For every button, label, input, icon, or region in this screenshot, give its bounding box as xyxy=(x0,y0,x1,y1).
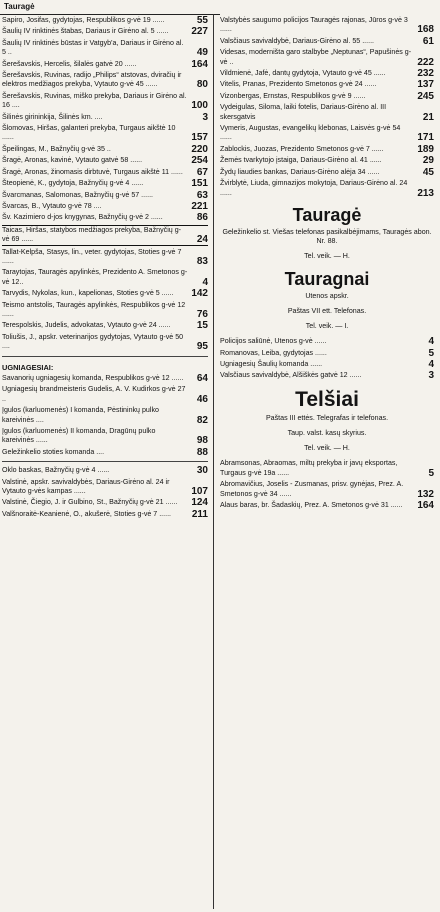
entry-text: Oklo baskas, Bažnyčių g-vė 4 ...... xyxy=(2,466,110,475)
entry-text: Šerešavskis, Ruvinas, radijo „Philips“ atstovas, dviračių ir elektros medžiagos prekyba, Vytauto g-vė 45 ...... xyxy=(2,71,182,89)
entry-text: Šaulių IV rinktinės būstas ir Vatgyb'a, Dariaus ir Girėno al. 5 .. xyxy=(2,38,184,57)
entry-text: Videsas, moderništa garo stalbybe „Neptunas“, Papušinės g-vė .. xyxy=(220,48,412,66)
entry-text: Taraytojas, Tauragės apylinkės, Prezidento A. Smetonos g-vė 12.. xyxy=(2,268,188,286)
entry-text: Toliušis, J., apskr. veterinarijos gydytojas, Vytauto g-vė 50 .... xyxy=(2,332,184,351)
entry-number: 64 xyxy=(196,373,208,384)
city-info-line: Tel. veik. — H. xyxy=(304,252,350,261)
entry-number: 88 xyxy=(196,446,208,458)
header-rule xyxy=(0,14,220,15)
entry-text: Šteopienė, K., gydytoja, Bažnyčių g-vė 4 ...... xyxy=(2,179,144,188)
entry-text: Šlomovas, Hiršas, galanteri prekyba, Turgaus aikštė 10 ...... xyxy=(2,124,176,142)
directory-entry xyxy=(220,80,434,89)
directory-entry xyxy=(220,92,434,101)
entry-text: Savanorių ugniagesių komanda, Respublikos g-vė 12 ...... xyxy=(2,374,184,382)
city-info-line: Tel. veik. — I. xyxy=(305,321,349,330)
directory-entry xyxy=(2,498,208,507)
entry-text: Šaulių IV rinktinės štabas, Dariaus ir Girėno al. 5 ...... xyxy=(2,27,169,36)
directory-entry xyxy=(220,459,434,478)
entry-text: Tarvydis, Nykolas, kun., kapelionas, Stoties g-vė 5 ...... xyxy=(2,289,174,298)
directory-entry xyxy=(220,156,434,165)
entry-text: Tallat-Kelpša, Stasys, lin., veter. gydytojas, Stoties g-vė 7 ...... xyxy=(2,247,182,265)
entry-text: Vydeigulas, Siloma, laiki fotelis, Dariaus-Girėno al. III skersgatvis xyxy=(220,103,387,121)
entry-text: Šilinės girininkija, Šilinės km. .... xyxy=(2,112,103,121)
entry-number: 3 xyxy=(202,111,208,123)
entry-number: 61 xyxy=(422,35,434,47)
directory-entry xyxy=(2,16,208,25)
directory-entry xyxy=(220,69,434,78)
entry-number: 220 xyxy=(191,143,208,155)
entry-text: Valsčiaus savivaldybė, Alšiškės gatvė 12 ...... xyxy=(220,371,362,380)
entry-number: 164 xyxy=(191,58,208,70)
directory-entry xyxy=(2,113,208,122)
directory-entry xyxy=(2,27,208,36)
entry-number: 76 xyxy=(196,308,208,320)
entry-text: Šerešavskis, Hercelis, šilalės gatvė 20 ...... xyxy=(2,59,137,68)
city-info-line: Geležinkelio st. Viešas telefonas pasikalbėjimams, Tauragės abon. Nr. 88. xyxy=(222,227,432,246)
directory-entry xyxy=(2,191,208,200)
section-rule xyxy=(2,356,208,357)
entry-text: Valšnoraitė-Keanienė, O., akušerė, Stoties g-vė 7 ...... xyxy=(2,509,172,518)
city-info-line: Paštas III ettės. Telegrafas ir telefonas. xyxy=(265,413,389,422)
section-rule xyxy=(2,461,208,462)
directory-entry xyxy=(2,448,208,457)
entry-text: Įgulos (karluomenės) I komanda, Pėstininkų pulko kareivinės .... xyxy=(2,406,159,424)
directory-entry xyxy=(2,145,208,154)
directory-entry xyxy=(2,466,208,475)
directory-entry xyxy=(220,103,434,122)
entry-text: Švarcas, B., Vytauto g-vė 78 .... xyxy=(2,201,102,210)
entry-number: 142 xyxy=(191,288,208,300)
entry-text: Špeilingas, M., Bažnyčių g-vė 35 .. xyxy=(2,144,111,153)
entry-text: Valsčiaus savivaldybė, Dariaus-Girėno al. 55 ...... xyxy=(220,36,375,45)
entry-number: 95 xyxy=(196,341,208,353)
entry-number: 189 xyxy=(417,143,434,155)
directory-entry xyxy=(220,179,434,198)
entry-text: Alaus baras, br. Šadaskių, Prez. A. Smetonos g-vė 31 ...... xyxy=(220,500,403,509)
entry-number: 137 xyxy=(417,79,434,91)
entry-text: Geležinkelio stoties komanda .... xyxy=(2,447,105,456)
city-info-line: Tel. veik. — H. xyxy=(304,444,350,453)
entry-number: 24 xyxy=(196,234,208,246)
entry-number: 67 xyxy=(196,166,208,178)
directory-entry xyxy=(2,168,208,177)
entry-number: 211 xyxy=(191,508,208,520)
directory-entry xyxy=(2,202,208,211)
column-divider xyxy=(213,14,214,909)
entry-text: Šragė, Aronas, žinomasis dirbtuvė, Turgaus aikštė 11 ...... xyxy=(2,167,183,176)
directory-entry xyxy=(2,39,208,58)
entry-text: Abramsonas, Abraomas, miltų prekyba ir javų eksportas, Turgaus g-vė 19a ...... xyxy=(220,459,398,477)
entry-text: Ugniagesių Šaulių komanda ...... xyxy=(220,359,323,368)
entry-text: Vymeris, Augustas, evangelikų klebonas, Laisvės g-vė 54 ...... xyxy=(220,124,401,142)
entry-text: Žvirblytė, Liuda, gimnazijos mokytoja, Dariaus-Girėno al. 24 ...... xyxy=(220,179,408,197)
directory-entry xyxy=(2,179,208,188)
entry-text: Šv. Kazimiero d-jos knygynas, Bažnyčių g-vė 2 ...... xyxy=(2,213,163,222)
entry-number: 30 xyxy=(196,465,208,477)
directory-entry xyxy=(220,337,434,346)
entry-text: Valstinė, Čiegio, J. ir Gulbino, St., Bažnyčių g-vė 21 ...... xyxy=(2,498,178,507)
directory-entry xyxy=(2,427,208,446)
entry-number: 29 xyxy=(422,155,434,167)
entry-number: 222 xyxy=(417,56,434,68)
directory-entry xyxy=(220,371,434,380)
running-header: Tauragė xyxy=(4,2,35,11)
entry-text: Taicas, Hiršas, statybos medžiagos prekyba, Bažnyčių g-vė 69 ...... xyxy=(2,225,181,244)
entry-number: 46 xyxy=(196,393,208,405)
left-column xyxy=(2,16,208,521)
entry-number: 100 xyxy=(191,100,208,112)
entry-number: 80 xyxy=(196,79,208,91)
directory-entry xyxy=(220,168,434,177)
entry-text: Policijos saliūnė, Utenos g-vė ...... xyxy=(220,337,327,346)
directory-entry xyxy=(2,124,208,143)
directory-entry xyxy=(2,156,208,165)
entry-number: 245 xyxy=(417,90,434,102)
entry-number: 124 xyxy=(191,497,208,509)
entry-text: Vildmienė, Jafė, dantų gydytoja, Vytauto g-vė 45 ...... xyxy=(220,69,386,78)
city-info-line: Utenos apskr. xyxy=(305,291,349,300)
entry-number: 254 xyxy=(191,155,208,167)
directory-entry xyxy=(2,289,208,298)
entry-number: 49 xyxy=(196,47,208,59)
directory-entry xyxy=(2,213,208,222)
directory-entry xyxy=(2,478,208,497)
entry-text: Švarcmanas, Salomonas, Bažnyčių g-vė 57 ...... xyxy=(2,190,154,199)
entry-text: Abromavičius, Joselis - Zusmanas, prisv. gynėjas, Prez. A. Smetonos g-vė 34 ...... xyxy=(220,480,404,498)
entry-number: 83 xyxy=(196,255,208,267)
entry-number: 221 xyxy=(191,200,208,212)
city-heading-taurage: Tauragė xyxy=(292,204,362,225)
directory-entry xyxy=(2,268,208,287)
entry-number: 151 xyxy=(191,178,208,190)
entry-number: 213 xyxy=(417,187,434,199)
entry-number: 98 xyxy=(196,435,208,447)
directory-entry xyxy=(2,510,208,519)
directory-entry xyxy=(2,225,208,246)
directory-entry xyxy=(2,385,208,404)
entry-number: 3 xyxy=(428,370,434,382)
directory-entry xyxy=(220,480,434,499)
directory-entry xyxy=(220,48,434,67)
entry-text: Žydų liaudies bankas, Dariaus-Girėno alėja 34 ...... xyxy=(220,167,380,176)
right-column xyxy=(220,16,434,512)
directory-entry xyxy=(2,406,208,425)
city-info-line: Taup. valst. kasų skyrius. xyxy=(287,428,367,437)
directory-entry xyxy=(220,16,434,35)
directory-entry xyxy=(2,92,208,111)
directory-entry xyxy=(2,248,208,267)
entry-text: Teismo antstolis, Tauragės apylinkės, Respublikos g-vė 12 ...... xyxy=(2,300,186,318)
entry-number: 55 xyxy=(196,15,208,26)
directory-entry xyxy=(220,145,434,154)
city-heading-tauragnai: Tauragnai xyxy=(284,268,370,289)
entry-number: 5 xyxy=(428,467,434,479)
entry-text: Šerešavskis, Ruvinas, miško prekyba, Dariaus ir Girėno al. 16 .... xyxy=(2,91,187,110)
entry-number: 63 xyxy=(196,189,208,201)
entry-text: Valstybės saugumo policijos Tauragės rajonas, Jūros g-vė 3 ...... xyxy=(220,16,408,34)
entry-number: 82 xyxy=(196,414,208,426)
entry-number: 4 xyxy=(202,276,208,288)
directory-entry xyxy=(2,333,208,352)
entry-number: 5 xyxy=(428,347,434,359)
entry-number: 15 xyxy=(196,320,208,332)
directory-entry xyxy=(2,301,208,320)
entry-number: 232 xyxy=(417,68,434,80)
entry-number: 168 xyxy=(417,24,434,36)
entry-number: 45 xyxy=(422,166,434,178)
entry-number: 4 xyxy=(428,358,434,370)
entry-text: Valstinė, apskr. savivaldybės, Dariaus-Girėno al. 24 ir Vytauto g-vės kampas ...... xyxy=(2,477,170,496)
directory-entry xyxy=(220,501,434,510)
section-title: UGNIAGESIAI: xyxy=(2,362,54,372)
directory-entry xyxy=(2,60,208,69)
entry-number: 86 xyxy=(196,212,208,224)
entry-number: 107 xyxy=(191,486,208,498)
entry-text: Ugniagesių brandmeisteris Gudelis, A. V. Kudirkos g-vė 27 .. xyxy=(2,385,186,403)
entry-text: Vitelis, Pranas, Prezidento Smetonos g-vė 24 ...... xyxy=(220,80,377,89)
entry-number: 171 xyxy=(417,132,434,144)
directory-entry xyxy=(220,349,434,358)
entry-text: Romanovas, Leiba, gydytojas ...... xyxy=(220,348,327,357)
entry-number: 227 xyxy=(191,26,208,38)
entry-number: 21 xyxy=(422,111,434,123)
entry-number: 164 xyxy=(417,499,434,511)
entry-number: 4 xyxy=(428,336,434,348)
directory-entry xyxy=(220,360,434,369)
entry-text: Įgulos (karluomenės) II komanda, Dragūnų pulko kareivinės ...... xyxy=(2,427,156,445)
entry-text: Terespolskis, Judelis, advokatas, Vytauto g-vė 24 ...... xyxy=(2,321,171,330)
entry-text: Sapiro, Josifas, gydytojas, Respublikos g-vė 19 ...... xyxy=(2,16,165,24)
entry-text: Vizonbergas, Ernstas, Respublikos g-vė 9 ...... xyxy=(220,91,366,100)
entry-text: Žemės tvarkytojo įstaiga, Dariaus-Girėno al. 41 ...... xyxy=(220,156,382,165)
city-info-line: Paštas VII ett. Telefonas. xyxy=(287,306,367,315)
entry-text: Zablockis, Juozas, Prezidento Smetonos g-vė 7 ...... xyxy=(220,144,384,153)
directory-entry xyxy=(2,71,208,90)
entry-number: 132 xyxy=(417,488,434,500)
directory-entry xyxy=(2,374,208,383)
entry-number: 157 xyxy=(191,132,208,144)
entry-text: Šragė, Aronas, kavinė, Vytauto gatvė 58 ...... xyxy=(2,156,143,165)
city-heading-telsiai: Telšiai xyxy=(295,387,359,411)
directory-entry xyxy=(220,37,434,46)
directory-entry xyxy=(220,124,434,143)
directory-entry xyxy=(2,321,208,330)
